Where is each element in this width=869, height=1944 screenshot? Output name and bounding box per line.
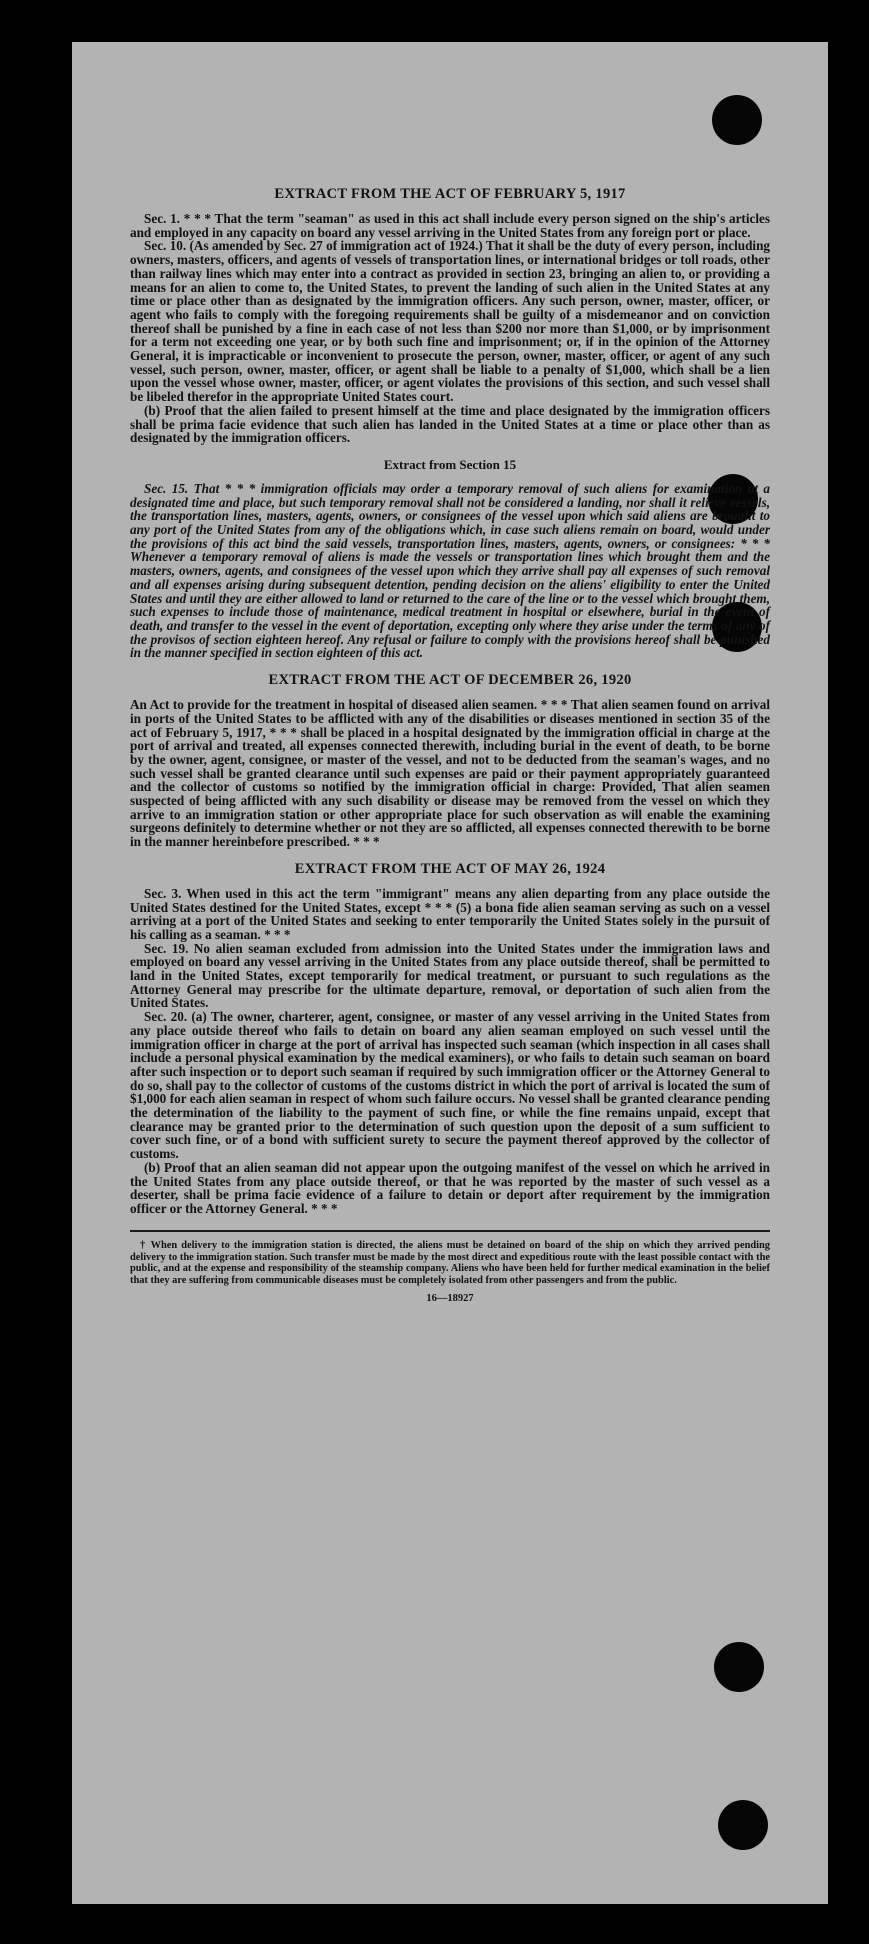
- document-page: [72, 42, 828, 1904]
- footnote: † When delivery to the immigration station is directed, the aliens must be detained on board of the ship on which they arrived pending delivery to the immigration station. Such transfer must be made by the most direct and expeditious route with the least possible contact with the public, and at the expense and responsibility of the steamship company. Aliens who have been held for further medical examination in the belief that they are suffering from communicable diseases must be completely isolated from other passengers and from the public.: [130, 1239, 770, 1287]
- section-10-paragraph: Sec. 10. (As amended by Sec. 27 of immigration act of 1924.) That it shall be the duty of every person, including owners, masters, officers, and agents of vessels of transportation lines, or international bridges or toll roads, other than railway lines which may enter into a contract as provided in section 23, bringing an alien to, or providing a means for an alien to come to, the United States, to prevent the landing of such alien in the United States at any time or place other than as designated by the immigration officers. Any such person, owner, master, officer, or agent who fails to comply with the foregoing requirements shall be guilty of a misdemeanor and on conviction thereof shall be punished by a fine in each case of not less than $200 nor more than $1,000, or by imprisonment for a term not exceeding one year, or by both such fine and imprisonment; or, if in the opinion of the Attorney General, it is impracticable or inconvenient to prosecute the person, owner, master, officer, or agent of any such vessel, such person, owner, master, officer, or agent shall be liable to a penalty of $1,000, which shall be a lien upon the vessel whose owner, master, officer, or agent violates the provisions of this section, and such vessel shall be libeled therefor in the appropriate United States court.: [130, 238, 770, 405]
- heading-act-1917: EXTRACT FROM THE ACT OF FEBRUARY 5, 1917: [274, 186, 626, 202]
- form-code: 16—18927: [426, 1292, 474, 1304]
- heading-section-15: Extract from Section 15: [383, 456, 517, 472]
- footnote-divider: [130, 1230, 770, 1232]
- section-20b-paragraph: (b) Proof that an alien seaman did not appear upon the outgoing manifest of the vessel on which he arrived in the United States from any place outside thereof, or that he was reported by the master of such vessel as a deserter, shall be prima facie evidence of a failure to detain or deport after requirement by the immigration officer or the Attorney General. * * *: [130, 1159, 770, 1216]
- act-1920-paragraph: An Act to provide for the treatment in hospital of diseased alien seamen. * * * That alien seamen found on arrival in ports of the United States to be afflicted with any of the disabilities or diseases mentioned in section 35 of the act of February 5, 1917, * * * shall be placed in a hospital designated by the immigration official in charge at the port of arrival and treated, all expenses connected therewith, including burial in the event of death, to be borne by the owner, agent, consignee, or master of the vessel, and not to be deducted from the seaman's wages, and no such vessel shall be granted clearance until such expenses are paid or their payment appropriately guaranteed and the collector of customs so notified by the immigration official in charge: Provided, That alien seamen suspected of being afflicted with any such disability or disease may be removed from the vessel on which they arrive to an immigration station or other appropriate place for such observation as will enable the examining surgeons definitely to determine whether or not they are so afflicted, all expenses connected therewith to be borne in the manner hereinbefore prescribed. * * *: [130, 697, 770, 850]
- punch-hole: [712, 95, 762, 145]
- document-text: [130, 185, 770, 1304]
- punch-hole: [714, 1642, 764, 1692]
- heading-act-1920: EXTRACT FROM THE ACT OF DECEMBER 26, 1920: [268, 672, 632, 689]
- punch-hole: [718, 1800, 768, 1850]
- section-19-paragraph: Sec. 19. No alien seaman excluded from admission into the United States under the immigration laws and employed on board any vessel arriving in the United States from any place outside thereof, shall be permitted to land in the United States, except temporarily for medical treatment, or pursuant to such regulations as the Attorney General may prescribe for the ultimate departure, removal, or deportation of such alien from the United States.: [130, 940, 770, 1011]
- section-3-paragraph: Sec. 3. When used in this act the term "immigrant" means any alien departing from any place outside the United States destined for the United States, except * * * (5) a bona fide alien seaman serving as such on a vessel arriving at a port of the United States and seeking to enter temporarily the United States solely in the pursuit of his calling as a seaman. * * *: [130, 885, 770, 942]
- section-15-paragraph: Sec. 15. That * * * immigration officials may order a temporary removal of such aliens for examination at a designated time and place, but such temporary removal shall not be considered a landing, nor shall it relieve vessels, the transportation lines, masters, agents, owners, or consignees of the vessel upon which said aliens are brought to any port of the United States from any of the obligations which, in case such aliens remain on board, would under the provisions of this act bind the said vessels, transportation lines, masters, agents, owners, or consignees: * * * Whenever a temporary removal of aliens is made the vessels or transportation lines which brought them and the masters, owners, agents, and consignees of the vessel upon which they arrive shall pay all expenses of such removal and all expenses arising during subsequent detention, pending decision on the aliens' eligibility to enter the United States and until they are either allowed to land or returned to the care of the line or to the vessel which brought them, such expenses to include those of maintenance, medical treatment in hospital or elsewhere, burial in the event of death, and transfer to the vessel in the event of deportation, excepting only where they arise under the terms of any of the provisos of section eighteen hereof. Any refusal or failure to comply with the provisions hereof shall be punished in the manner specified in section eighteen of this act.: [130, 480, 770, 661]
- section-20-paragraph: Sec. 20. (a) The owner, charterer, agent, consignee, or master of any vessel arriving in the United States from any place outside thereof who fails to detain on board any alien seaman employed on such vessel until the immigration officer in charge at the port of arrival has inspected such seaman (which inspection in all cases shall include a personal physical examination by the medical examiners), or who fails to detain such seaman on board after such inspection or to deport such seaman if required by such immigration officer or the Attorney General to do so, shall pay to the collector of customs of the customs district in which the port of arrival is located the sum of $1,000 for each alien seaman in respect of whom such failure occurs. No vessel shall be granted clearance pending the determination of the liability to the payment of such fine, or while the fine remains unpaid, except that clearance may be granted prior to the determination of such question upon the deposit of a sum sufficient to cover such fine, or of a bond with sufficient surety to secure the payment thereof approved by the collector of customs.: [130, 1009, 770, 1162]
- section-10b-paragraph: (b) Proof that the alien failed to present himself at the time and place designated by the immigration officers shall be prima facie evidence that such alien has landed in the United States at a time or place other than as designated by the immigration officers.: [130, 402, 770, 446]
- heading-act-1924: EXTRACT FROM THE ACT OF MAY 26, 1924: [294, 860, 606, 877]
- section-1-paragraph: Sec. 1. * * * That the term "seaman" as used in this act shall include every person signed on the ship's articles and employed in any capacity on board any vessel arriving in the United States from any foreign port or place.: [130, 211, 770, 240]
